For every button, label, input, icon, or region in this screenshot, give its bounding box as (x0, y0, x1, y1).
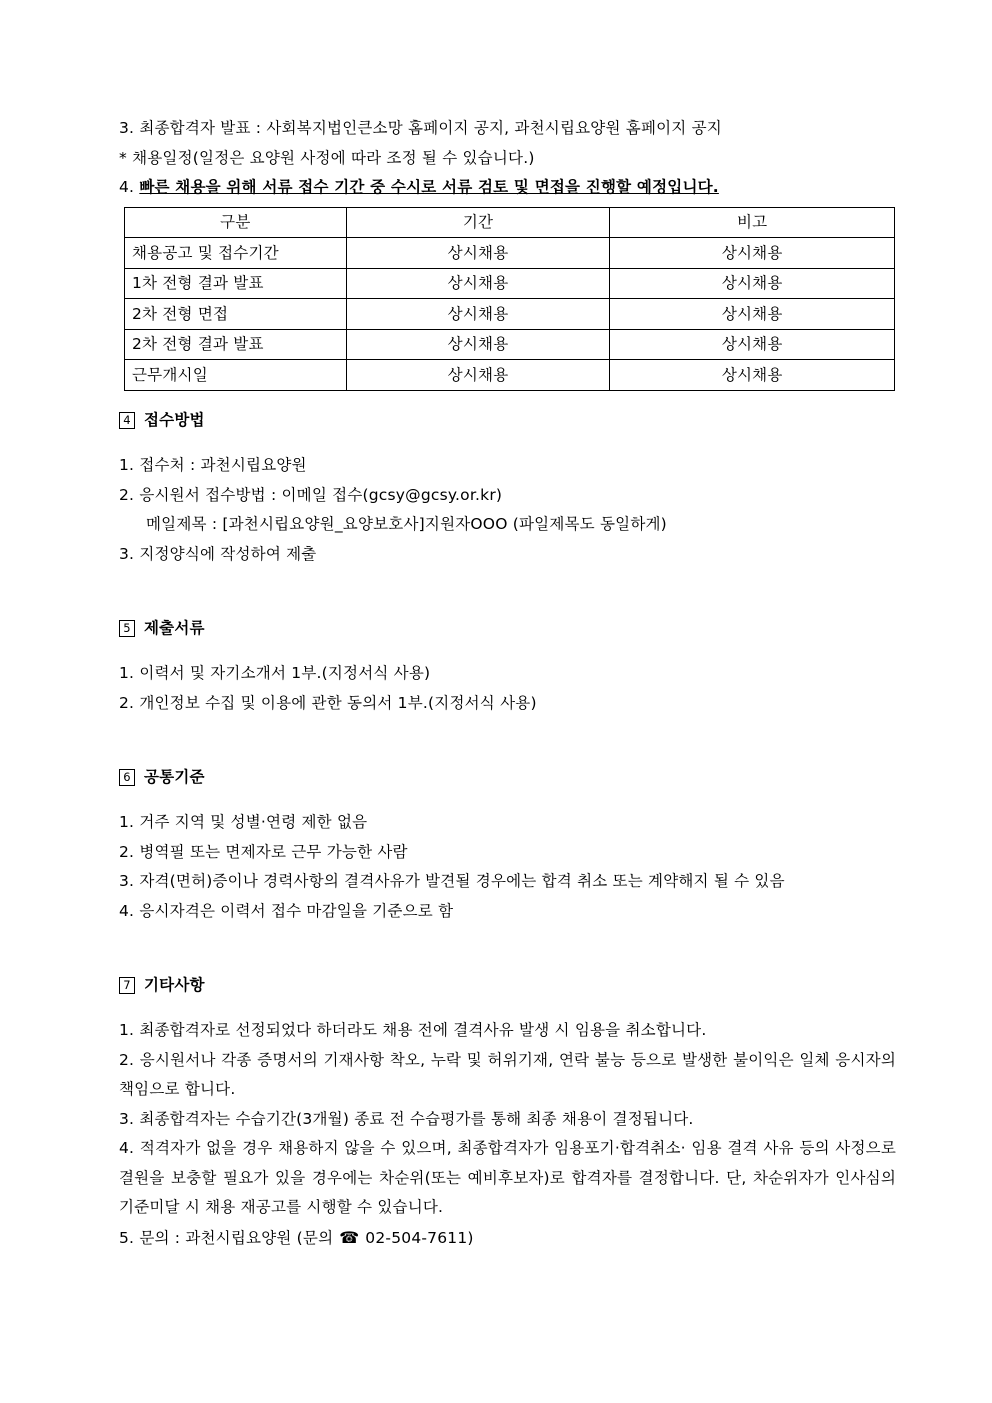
section-heading-other (119, 971, 896, 1001)
table-row (125, 299, 895, 330)
section-number-box: 4 (119, 412, 135, 429)
rolling-review-emphasis: 빠른 채용을 위해 서류 접수 기간 중 수시로 서류 검토 및 면접을 진행할 예정입니다. (139, 178, 719, 196)
list-item: 1. 거주 지역 및 성별·연령 제한 없음 (119, 813, 368, 831)
spacer (119, 926, 896, 956)
section-heading-documents (119, 614, 896, 644)
rolling-review-prefix: 4. (119, 178, 140, 196)
table-cell-category: 1차 전형 결과 발표 (125, 268, 347, 299)
rolling-review-notice (119, 173, 896, 203)
list-item: 1. 접수처 : 과천시립요양원 (119, 456, 307, 474)
section-number-box: 6 (119, 769, 135, 786)
section-title: 접수방법 (144, 411, 205, 429)
table-cell-remarks: 상시채용 (610, 360, 895, 391)
contact-line (119, 1223, 896, 1254)
table-row (125, 268, 895, 299)
schedule-table (124, 207, 895, 391)
table-header-remarks: 비고 (610, 207, 895, 238)
list-item-email-subject: 메일제목 : [과천시립요양원_요양보호사]지원자OOO (파일제목도 동일하게) (146, 515, 667, 533)
list-item: 3. 자격(면허)증이나 경력사항의 결격사유가 발견될 경우에는 합격 취소 또는 계약해지 될 수 있음 (119, 872, 785, 890)
table-row (125, 238, 895, 269)
table-cell-remarks: 상시채용 (610, 238, 895, 269)
table-header-category: 구분 (125, 207, 347, 238)
table-cell-period: 상시채용 (346, 299, 610, 330)
section-title: 공통기준 (144, 768, 205, 786)
document-page (119, 114, 896, 1253)
table-header-period: 기간 (346, 207, 610, 238)
table-cell-remarks: 상시채용 (610, 329, 895, 360)
list-item: 2. 응시원서 접수방법 : 이메일 접수(gcsy@gcsy.or.kr) (119, 485, 503, 504)
table-cell-category: 채용공고 및 접수기간 (125, 238, 347, 269)
list-item: 4. 적격자가 없을 경우 채용하지 않을 수 있으며, 최종합격자가 임용포기·합격취소· 임용 결격 사유 등의 사정으로 결원을 보충할 필요가 있을 경우에는 차순위(또는 예비후보자)로 합격자를 결정합니다. 단, 차순위자가 인사심의 기준미달 시 채용 재공고를 시행할 수 있습니다. (119, 1139, 896, 1216)
table-cell-period: 상시채용 (346, 268, 610, 299)
list-item: 2. 병역필 또는 면제자로 근무 가능한 사람 (119, 842, 408, 861)
table-cell-period: 상시채용 (346, 238, 610, 269)
list-item: 2. 응시원서나 각종 증명서의 기재사항 착오, 누락 및 허위기재, 연락 불능 등으로 발생한 불이익은 일체 응시자의 책임으로 합니다. (119, 1050, 896, 1098)
spacer (119, 569, 896, 599)
section-title: 기타사항 (144, 976, 205, 994)
list-item: 1. 이력서 및 자기소개서 1부.(지정서식 사용) (119, 664, 431, 682)
table-row (125, 329, 895, 360)
schedule-note: * 채용일정(일정은 요양원 사정에 따라 조정 될 수 있습니다.) (119, 148, 535, 167)
list-item: 3. 최종합격자는 수습기간(3개월) 종료 전 수습평가를 통해 최종 채용이 결정됩니다. (119, 1109, 694, 1128)
table-cell-period: 상시채용 (346, 360, 610, 391)
section-title: 제출서류 (144, 619, 205, 637)
table-cell-remarks: 상시채용 (610, 268, 895, 299)
final-announcement-line: 3. 최종합격자 발표 : 사회복지법인큰소망 홈페이지 공지, 과천시립요양원 홈페이지 공지 (119, 119, 722, 137)
list-item: 1. 최종합격자로 선정되었다 하더라도 채용 전에 결격사유 발생 시 임용을 취소합니다. (119, 1021, 707, 1039)
table-cell-category: 2차 전형 면접 (125, 299, 347, 330)
phone-icon: ☎ (339, 1227, 360, 1247)
section-heading-application-method (119, 406, 896, 436)
spacer (119, 718, 896, 748)
contact-prefix: 5. 문의 : 과천시립요양원 (문의 (119, 1228, 334, 1247)
list-item: 4. 응시자격은 이력서 접수 마감일을 기준으로 함 (119, 901, 454, 920)
table-cell-period: 상시채용 (346, 329, 610, 360)
section-number-box: 5 (119, 620, 135, 637)
contact-number: 02-504-7611) (365, 1228, 474, 1247)
table-cell-category: 2차 전형 결과 발표 (125, 329, 347, 360)
section-heading-common-criteria (119, 763, 896, 793)
table-cell-category: 근무개시일 (125, 360, 347, 391)
list-item: 2. 개인정보 수집 및 이용에 관한 동의서 1부.(지정서식 사용) (119, 693, 537, 712)
table-header-row (125, 207, 895, 238)
table-row (125, 360, 895, 391)
table-cell-remarks: 상시채용 (610, 299, 895, 330)
list-item: 3. 지정양식에 작성하여 제출 (119, 544, 317, 563)
section-number-box: 7 (119, 977, 135, 994)
